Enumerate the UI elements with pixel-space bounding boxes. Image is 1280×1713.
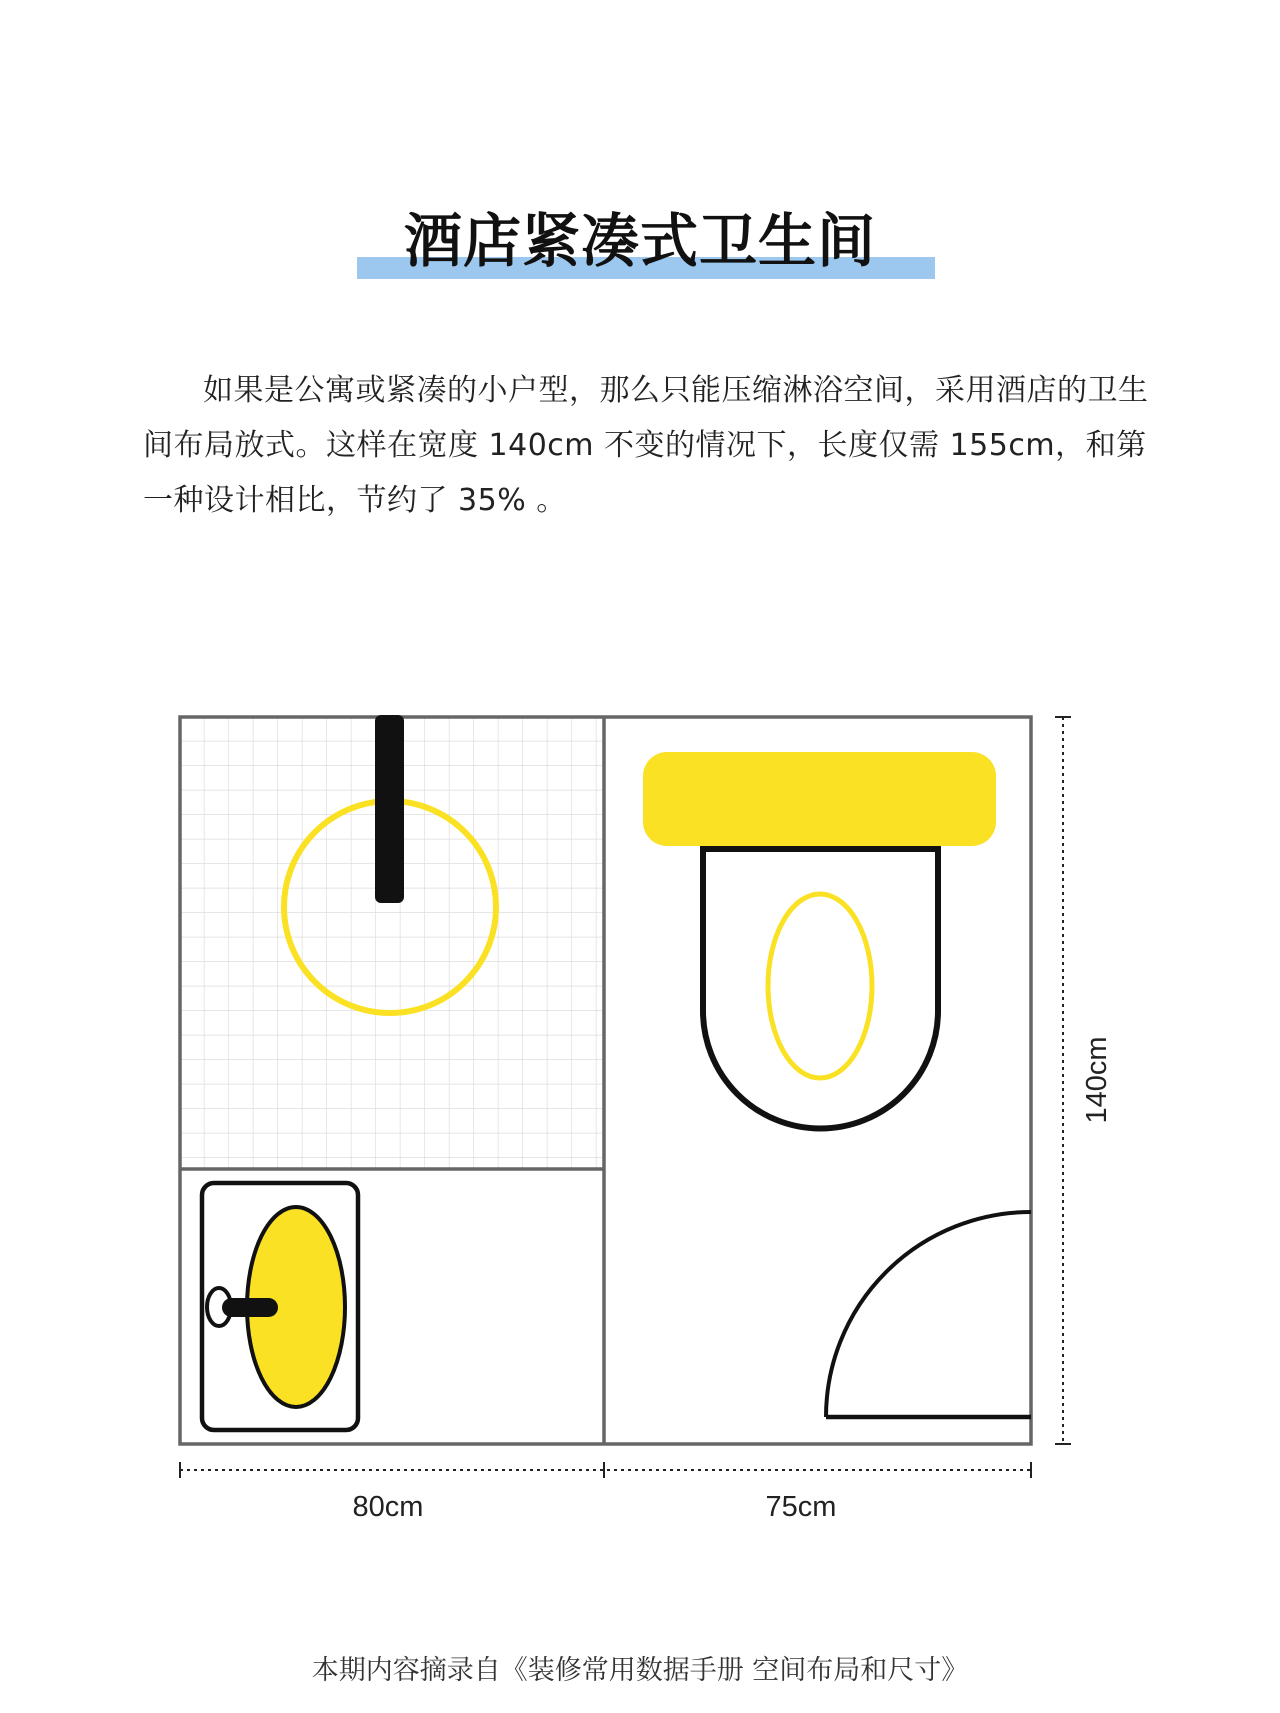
toilet-width-label: 75cm [765,1491,837,1523]
page-title: 酒店紧凑式卫生间 [403,207,876,275]
door-swing-icon [826,1212,1031,1417]
source-footer: 本期内容摘录自《装修常用数据手册 空间布局和尺寸》 [311,1655,969,1686]
dimension-line-width [180,1462,1031,1478]
toilet-icon [643,752,996,1128]
intro-paragraph: 如果是公寓或紧凑的小户型，那么只能压缩淋浴空间，采用酒店的卫生间布局放式。这样在宽度 140cm 不变的情况下，长度仅需 155cm，和第一种设计相比，节约了 35% 。 [143,373,1149,518]
washbasin-icon [202,1183,358,1430]
dimension-line-length [1055,717,1071,1444]
length-label: 140cm [1081,1036,1113,1124]
shower-width-label: 80cm [352,1491,424,1523]
